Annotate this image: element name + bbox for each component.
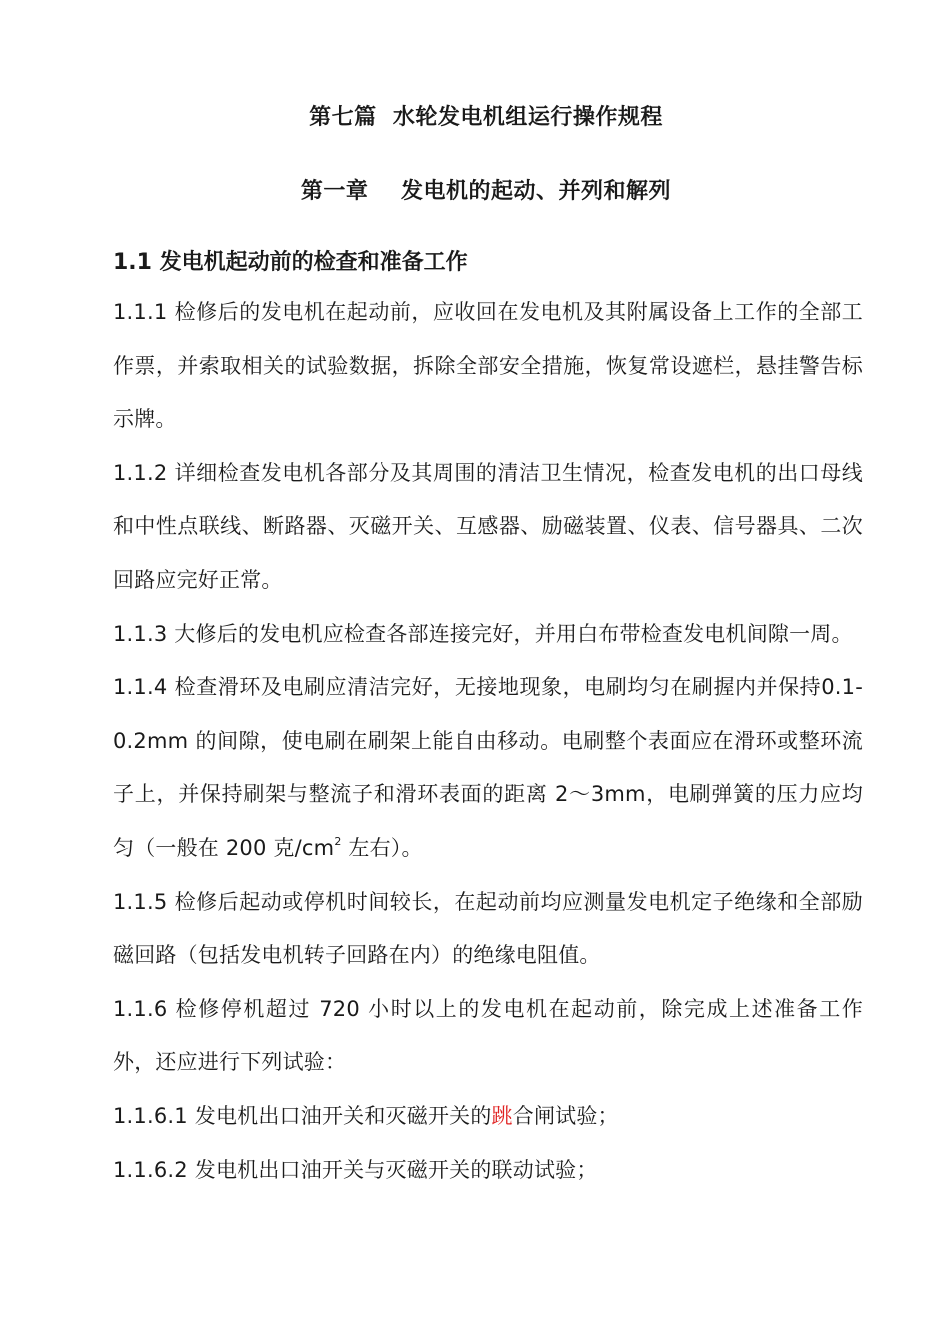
paragraph-1-1-4-text: 1.1.4 检查滑环及电刷应清洁完好，无接地现象，电刷均匀在刷握内并保持0.1-0.2mm 的间隙，使电刷在刷架上能自由移动。电刷整个表面应在滑环或整环流子上，并保持刷架与整流子和滑环表面的距离 2～3mm，电刷弹簧的压力应均匀（一般在 200 克/cm bbox=[113, 675, 863, 860]
paragraph-1-1-1: 1.1.1 检修后的发电机在起动前，应收回在发电机及其附属设备上工作的全部工作票，并索取相关的试验数据，拆除全部安全措施，恢复常设遮栏，悬挂警告标示牌。 bbox=[113, 300, 863, 432]
paragraph-1-1-6-1-tail: 合闸试验； bbox=[512, 1103, 619, 1128]
paragraph-1-1-3: 1.1.3 大修后的发电机应检查各部连接完好，并用白布带检查发电机间隙一周。 bbox=[113, 621, 853, 646]
body-text bbox=[113, 286, 863, 1197]
paragraph-1-1-2: 1.1.2 详细检查发电机各部分及其周围的清洁卫生情况，检查发电机的出口母线和中性点联线、断路器、灭磁开关、互感器、励磁装置、仪表、信号器具、二次回路应完好正常。 bbox=[113, 460, 863, 592]
paragraph-1-1-6-2: 1.1.6.2 发电机出口油开关与灭磁开关的联动试验； bbox=[113, 1157, 598, 1182]
paragraph-1-1-4-tail: 左右）。 bbox=[341, 835, 423, 860]
paragraph-1-1-5: 1.1.5 检修后起动或停机时间较长，在起动前均应测量发电机定子绝缘和全部励磁回路（包括发电机转子回路在内）的绝缘电阻值。 bbox=[113, 889, 863, 968]
section-heading: 1.1 发电机起动前的检查和准备工作 bbox=[113, 250, 468, 275]
chapter-title: 第一章 发电机的起动、并列和解列 bbox=[300, 179, 672, 204]
paragraph-1-1-6: 1.1.6 检修停机超过 720 小时以上的发电机在起动前，除完成上述准备工作外，还应进行下列试验： bbox=[113, 996, 863, 1075]
paragraph-1-1-6-1 bbox=[113, 1090, 863, 1144]
highlighted-char: 跳 bbox=[491, 1103, 513, 1128]
paragraph-1-1-6-1-text: 1.1.6.1 发电机出口油开关和灭磁开关的 bbox=[113, 1103, 492, 1128]
paragraph-1-1-4 bbox=[113, 661, 863, 875]
document-title: 第七篇 水轮发电机组运行操作规程 bbox=[309, 105, 663, 130]
superscript-2: 2 bbox=[334, 834, 342, 848]
